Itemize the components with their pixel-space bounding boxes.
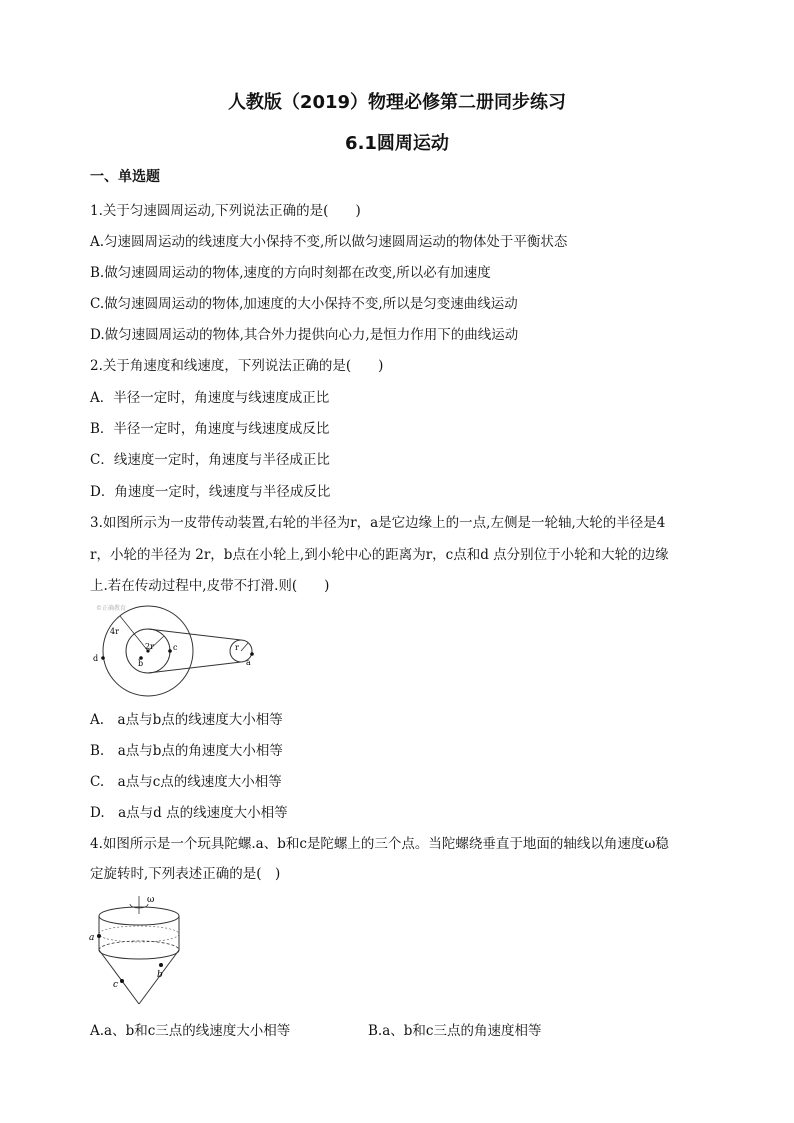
label-b: b — [157, 970, 163, 980]
label-2r: 2r — [145, 642, 154, 651]
label-b: b — [138, 659, 144, 668]
q4-option-b: B.a、b和c三点的角速度相等 — [368, 1023, 542, 1039]
label-a: a — [89, 933, 95, 943]
q3-stem-line-3: 上.若在传动过程中,皮带不打滑.则( ) — [90, 578, 330, 594]
q3-stem-line-1: 3.如图所示为一皮带传动装置,右轮的半径为r，a是它边缘上的一点,左侧是一轮轴,大轮的半径是4 — [90, 515, 666, 531]
spinning-top-figure — [85, 892, 195, 1016]
label-c: c — [173, 643, 178, 652]
label-d: d — [93, 654, 99, 663]
label-omega: ω — [147, 895, 155, 905]
q4-stem-line-1: 4.如图所示是一个玩具陀螺.a、b和c是陀螺上的三个点。当陀螺绕垂直于地面的轴线以角速度ω稳 — [90, 836, 669, 852]
q1-option-d: D.做匀速圆周运动的物体,其合外力提供向心力,是恒力作用下的曲线运动 — [90, 327, 519, 343]
spinning-top-diagram — [85, 892, 195, 1012]
point-c — [120, 979, 124, 983]
point-c — [168, 649, 172, 653]
q1-option-b: B.做匀速圆周运动的物体,速度的方向时刻都在改变,所以必有加速度 — [90, 265, 491, 281]
bottom-front-edge — [99, 950, 179, 959]
belt-drive-diagram — [90, 600, 270, 700]
q2-option-c: C．线速度一定时，角速度与半径成正比 — [90, 452, 330, 468]
q2-stem: 2.关于角速度和线速度，下列说法正确的是( ) — [90, 358, 384, 374]
right-radius-line — [241, 643, 248, 651]
point-d — [101, 656, 105, 660]
label-4r: 4r — [110, 627, 119, 636]
middle-section-line — [99, 926, 179, 942]
point-a — [250, 652, 254, 656]
label-r: r — [235, 643, 239, 652]
q2-option-a: A．半径一定时，角速度与线速度成正比 — [90, 390, 330, 406]
q3-option-a: A. a点与b点的线速度大小相等 — [90, 712, 283, 728]
q3-option-d: D. a点与d 点的线速度大小相等 — [90, 805, 288, 821]
q3-stem-line-2: r，小轮的半径为 2r，b点在小轮上,到小轮中心的距离为r，c点和d 点分别位于小轮和大轮的边缘 — [90, 547, 669, 563]
q4-stem-line-2: 定旋转时,下列表述正确的是( ) — [90, 866, 281, 882]
big-radius-line — [120, 616, 148, 651]
q3-option-c: C. a点与c点的线速度大小相等 — [90, 774, 282, 790]
label-a: a — [246, 658, 251, 667]
section-heading: 一、单选题 — [90, 169, 160, 185]
q3-option-b: B. a点与b点的角速度大小相等 — [90, 743, 283, 759]
q1-option-c: C.做匀速圆周运动的物体,加速度的大小保持不变,所以是匀变速曲线运动 — [90, 296, 518, 312]
q1-stem: 1.关于匀速圆周运动,下列说法正确的是( ) — [90, 203, 361, 219]
belt-drive-figure — [90, 600, 270, 704]
q1-option-a: A.匀速圆周运动的线速度大小保持不变,所以做匀速圆周运动的物体处于平衡状态 — [90, 234, 568, 250]
label-c: c — [113, 980, 119, 990]
bottom-back-edge — [99, 941, 179, 950]
q4-option-a: A.a、b和c三点的线速度大小相等 — [90, 1023, 291, 1039]
q2-option-d: D．角速度一定时，线速度与半径成反比 — [90, 484, 331, 500]
q2-option-b: B．半径一定时，角速度与线速度成反比 — [90, 421, 330, 437]
document-title: 人教版（2019）物理必修第二册同步练习 — [227, 92, 567, 113]
point-a — [97, 934, 101, 938]
point-b — [159, 963, 163, 967]
figure-watermark: ©正确教育 — [96, 605, 127, 612]
document-subtitle: 6.1圆周运动 — [345, 133, 449, 154]
